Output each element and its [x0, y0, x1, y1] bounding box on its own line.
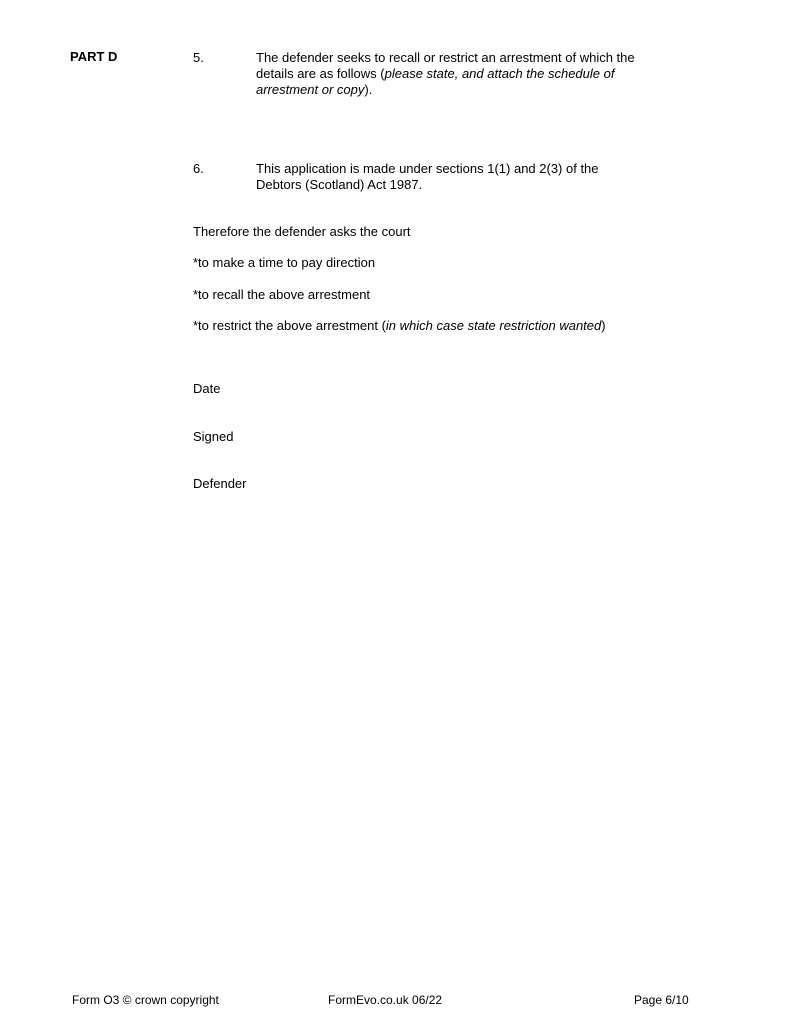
footer-source: FormEvo.co.uk 06/22 [328, 993, 443, 1007]
item-5-number: 5. [193, 50, 204, 65]
request-option-time-to-pay: *to make a time to pay direction [193, 255, 376, 270]
request-option-restrict-end: ) [601, 318, 606, 333]
request-intro: Therefore the defender asks the court [193, 224, 411, 239]
footer-form: Form O3 © crown copyright [72, 993, 219, 1007]
request-option-restrict [193, 318, 606, 334]
item-6-number: 6. [193, 161, 204, 176]
part-label: PART D [70, 49, 118, 64]
item-5-end: ). [364, 82, 373, 97]
request-option-restrict-italic: in which case state restriction wanted [385, 318, 602, 333]
item-5-text [256, 50, 656, 98]
request-option-recall: *to recall the above arrestment [193, 287, 371, 302]
request-option-restrict-text: *to restrict the above arrestment ( [193, 318, 386, 333]
defender-label: Defender [193, 476, 247, 491]
signed-label: Signed [193, 429, 234, 444]
item-5-italic: please state, and attach the schedule of arrestment or copy [256, 66, 615, 97]
item-6-text: This application is made under sections 1(1) and 2(3) of the Debtors (Scotland) Act 1987. [256, 161, 599, 192]
item-5-body: The defender seeks to recall or restrict an arrestment of which the details are as follows ( [256, 50, 635, 81]
footer-page-number: Page 6/10 [634, 993, 689, 1007]
date-label: Date [193, 381, 221, 396]
